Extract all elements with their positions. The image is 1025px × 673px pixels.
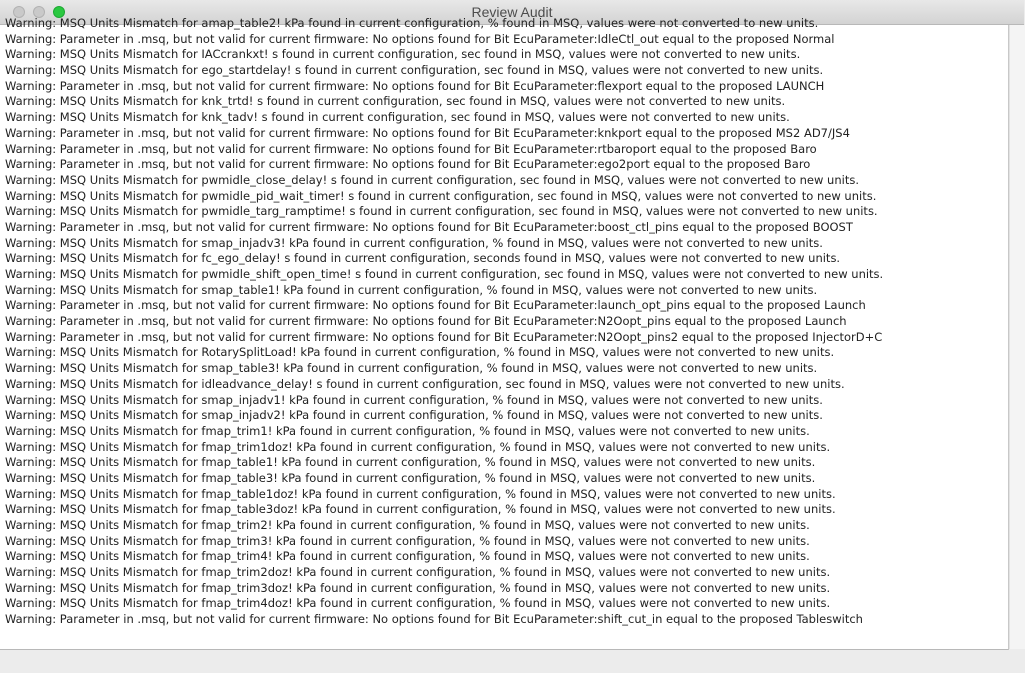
- log-line: Warning: MSQ Units Mismatch for fmap_table3doz! kPa found in current configuration, % found in MSQ, values were not converted to new units.: [5, 502, 836, 517]
- log-line: Warning: MSQ Units Mismatch for pwmidle_close_delay! s found in current configuration, sec found in MSQ, values were not converted to new units.: [5, 172, 859, 187]
- audit-log-text-area[interactable]: [0, 16, 1009, 650]
- log-line: Warning: MSQ Units Mismatch for pwmidle_targ_ramptime! s found in current configuration, sec found in MSQ, values were not converted to new units.: [5, 204, 878, 219]
- log-line: Warning: MSQ Units Mismatch for smap_injadv3! kPa found in current configuration, % found in MSQ, values were not converted to new units.: [5, 235, 823, 250]
- log-line: Warning: MSQ Units Mismatch for fmap_table3! kPa found in current configuration, % found in MSQ, values were not converted to new units.: [5, 470, 816, 485]
- audit-log-lines: [0, 16, 1008, 628]
- log-line: Warning: MSQ Units Mismatch for smap_table3! kPa found in current configuration, % found in MSQ, values were not converted to new units.: [5, 361, 818, 376]
- log-line: Warning: Parameter in .msq, but not valid for current firmware: No options found for Bit EcuParameter:shift_cut_in equal to the proposed Tableswitch: [5, 612, 863, 627]
- log-line: Warning: MSQ Units Mismatch for knk_tadv! s found in current configuration, sec found in MSQ, values were not converted to new units.: [5, 110, 790, 125]
- log-line: Warning: MSQ Units Mismatch for fmap_trim4! kPa found in current configuration, % found in MSQ, values were not converted to new units.: [5, 549, 810, 564]
- log-line: Warning: MSQ Units Mismatch for smap_injadv1! kPa found in current configuration, % found in MSQ, values were not converted to new units.: [5, 392, 823, 407]
- log-line: Warning: Parameter in .msq, but not valid for current firmware: No options found for Bit EcuParameter:N2Oopt_pins equal to the proposed Launch: [5, 314, 847, 329]
- log-line: Warning: MSQ Units Mismatch for fmap_trim2! kPa found in current configuration, % found in MSQ, values were not converted to new units.: [5, 518, 810, 532]
- log-line: Warning: Parameter in .msq, but not valid for current firmware: No options found for Bit EcuParameter:launch_opt_pins equal to the proposed Launch: [5, 298, 866, 313]
- window-footer: [0, 650, 1024, 673]
- log-line: Warning: Parameter in .msq, but not valid for current firmware: No options found for Bit EcuParameter:N2Oopt_pins2 equal to the proposed InjectorD+C: [5, 329, 883, 344]
- log-line: Warning: MSQ Units Mismatch for fmap_table1! kPa found in current configuration, % found in MSQ, values were not converted to new units.: [5, 455, 816, 470]
- log-line: Warning: MSQ Units Mismatch for fmap_trim1doz! kPa found in current configuration, % found in MSQ, values were not converted to new units.: [5, 439, 831, 454]
- log-line: Warning: MSQ Units Mismatch for fmap_trim3doz! kPa found in current configuration, % found in MSQ, values were not converted to new units.: [5, 580, 831, 595]
- log-line: Warning: MSQ Units Mismatch for idleadvance_delay! s found in current configuration, sec found in MSQ, values were not converted to new units.: [5, 376, 845, 391]
- log-line: Warning: Parameter in .msq, but not valid for current firmware: No options found for Bit EcuParameter:ego2port equal to the proposed Baro: [5, 157, 811, 172]
- log-line: Warning: Parameter in .msq, but not valid for current firmware: No options found for Bit EcuParameter:boost_ctl_pins equal to the proposed BOOST: [5, 219, 853, 234]
- window-title: Review Audit: [471, 4, 553, 20]
- log-line: Warning: Parameter in .msq, but not valid for current firmware: No options found for Bit EcuParameter:rtbaroport equal to the proposed Baro: [5, 141, 817, 156]
- log-line: Warning: Parameter in .msq, but not valid for current firmware: No options found for Bit EcuParameter:IdleCtl_out equal to the proposed Normal: [5, 31, 835, 46]
- log-line: Warning: MSQ Units Mismatch for fmap_trim2doz! kPa found in current configuration, % found in MSQ, values were not converted to new units.: [5, 565, 831, 580]
- log-line: Warning: MSQ Units Mismatch for fmap_trim4doz! kPa found in current configuration, % found in MSQ, values were not converted to new units.: [5, 596, 831, 611]
- log-line: Warning: MSQ Units Mismatch for knk_trtd! s found in current configuration, sec found in MSQ, values were not converted to new units.: [5, 94, 786, 109]
- log-line: Warning: MSQ Units Mismatch for RotarySplitLoad! kPa found in current configuration, % found in MSQ, values were not converted to new units.: [5, 345, 835, 360]
- vertical-scrollbar[interactable]: [1009, 25, 1025, 649]
- log-line: Warning: MSQ Units Mismatch for fmap_trim1! kPa found in current configuration, % found in MSQ, values were not converted to new units.: [5, 423, 810, 438]
- log-line: Warning: MSQ Units Mismatch for pwmidle_shift_open_time! s found in current configuration, sec found in MSQ, values were not converted to new units.: [5, 267, 884, 281]
- log-line: Warning: MSQ Units Mismatch for pwmidle_pid_wait_timer! s found in current configuration, sec found in MSQ, values were not converted to new units.: [5, 188, 877, 203]
- log-line: Warning: MSQ Units Mismatch for smap_injadv2! kPa found in current configuration, % found in MSQ, values were not converted to new units.: [5, 408, 823, 423]
- log-line: Warning: MSQ Units Mismatch for ego_startdelay! s found in current configuration, sec found in MSQ, values were not converted to new units.: [5, 63, 824, 78]
- log-line: Warning: MSQ Units Mismatch for IACcrankxt! s found in current configuration, sec found in MSQ, values were not converted to new units.: [5, 47, 801, 62]
- log-line: Warning: MSQ Units Mismatch for amap_table2! kPa found in current configuration, % found in MSQ, values were not converted to new units.: [5, 16, 819, 30]
- log-line: Warning: MSQ Units Mismatch for smap_table1! kPa found in current configuration, % found in MSQ, values were not converted to new units.: [5, 282, 818, 297]
- log-line: Warning: MSQ Units Mismatch for fmap_trim3! kPa found in current configuration, % found in MSQ, values were not converted to new units.: [5, 533, 810, 548]
- log-line: Warning: MSQ Units Mismatch for fmap_table1doz! kPa found in current configuration, % found in MSQ, values were not converted to new units.: [5, 486, 836, 501]
- log-line: Warning: Parameter in .msq, but not valid for current firmware: No options found for Bit EcuParameter:knkport equal to the proposed MS2 AD7/JS4: [5, 125, 850, 140]
- log-line: Warning: Parameter in .msq, but not valid for current firmware: No options found for Bit EcuParameter:flexport equal to the proposed LAUNCH: [5, 78, 825, 93]
- log-line: Warning: MSQ Units Mismatch for fc_ego_delay! s found in current configuration, seconds found in MSQ, values were not converted to new units.: [5, 251, 841, 266]
